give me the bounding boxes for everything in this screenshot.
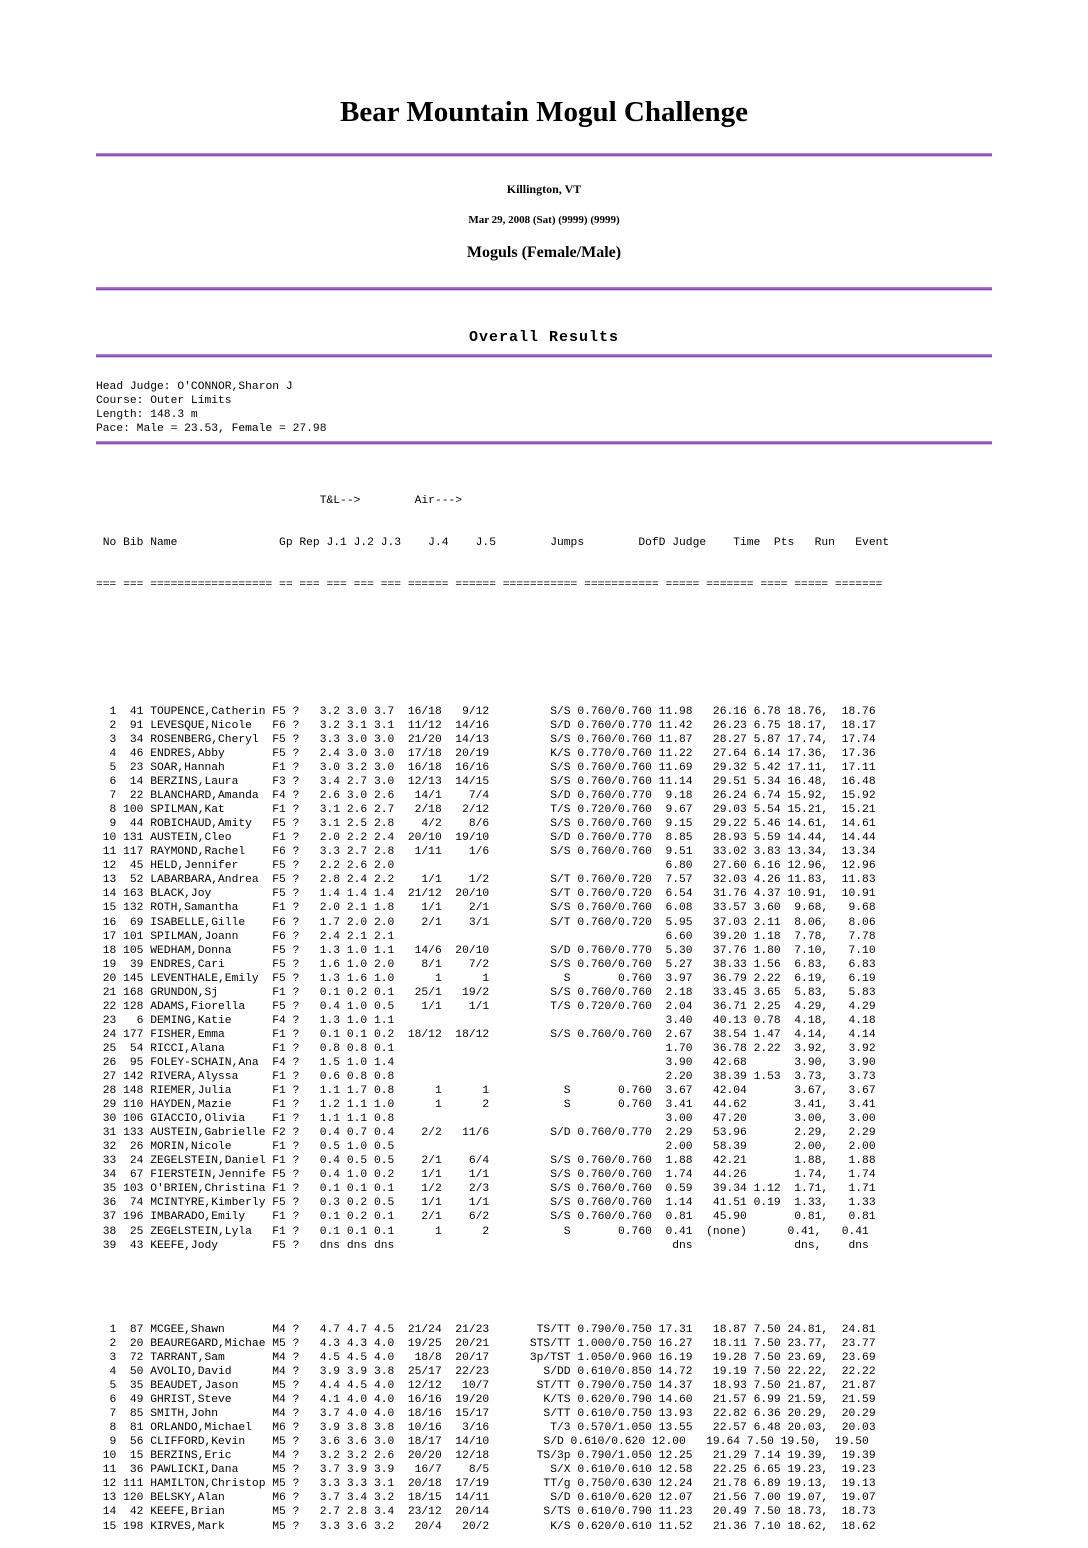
- table-row: 5 35 BEAUDET,Jason M5 ? 4.4 4.5 4.0 12/12 10/7 ST/TT 0.790/0.750 14.37 18.93 7.50 21.87, 21.87: [96, 1380, 876, 1393]
- female-results: [96, 705, 889, 1253]
- table-row: 12 45 HELD,Jennifer F5 ? 2.2 2.6 2.0 6.80 27.60 6.16 12.96, 12.96: [96, 860, 876, 873]
- table-row: 19 39 ENDRES,Cari F5 ? 1.6 1.0 2.0 8/1 7/2 S/S 0.760/0.760 5.27 38.33 1.56 6.83, 6.83: [96, 958, 876, 971]
- table-row: 5 23 SOAR,Hannah F1 ? 3.0 3.2 3.0 16/18 16/16 S/S 0.760/0.760 11.69 29.32 5.42 17.11, 17.11: [96, 761, 876, 774]
- table-row: 37 196 IMBARADO,Emily F1 ? 0.1 0.2 0.1 2/1 6/2 S/S 0.760/0.760 0.81 45.90 0.81, 0.81: [96, 1211, 876, 1224]
- divider: [96, 441, 992, 445]
- table-row: 39 43 KEEFE,Jody F5 ? dns dns dns dns dns, dns: [96, 1239, 869, 1252]
- table-row: 32 26 MORIN,Nicole F1 ? 0.5 1.0 0.5 2.00 58.39 2.00, 2.00: [96, 1141, 876, 1154]
- divider: [96, 354, 992, 358]
- table-row: 3 72 TARRANT,Sam M4 ? 4.5 4.5 4.0 18/8 20/17 3p/TST 1.050/0.960 16.19 19.28 7.50 23.69, 23.69: [96, 1351, 876, 1364]
- table-row: 18 105 WEDHAM,Donna F5 ? 1.3 1.0 1.1 14/6 20/10 S/D 0.760/0.770 5.30 37.76 1.80 7.10, 7.10: [96, 944, 876, 957]
- male-results: [96, 1323, 889, 1534]
- table-row: 38 25 ZEGELSTEIN,Lyla F1 ? 0.1 0.1 0.1 1 2 S 0.760 0.41 (none) 0.41, 0.41: [96, 1225, 869, 1238]
- table-row: 10 15 BERZINS,Eric M4 ? 3.2 3.2 2.6 20/20 12/18 TS/3p 0.790/1.050 12.25 21.29 7.14 19.39, 19.39: [96, 1450, 876, 1463]
- table-row: 20 145 LEVENTHALE,Emily F5 ? 1.3 1.6 1.0 1 1 S 0.760 3.97 36.79 2.22 6.19, 6.19: [96, 972, 876, 985]
- table-row: 17 101 SPILMAN,Joann F6 ? 2.4 2.1 2.1 6.60 39.20 1.18 7.78, 7.78: [96, 930, 876, 943]
- table-row: 29 110 HAYDEN,Mazie F1 ? 1.2 1.1 1.0 1 2 S 0.760 3.41 44.62 3.41, 3.41: [96, 1099, 876, 1112]
- table-row: 24 177 FISHER,Emma F1 ? 0.1 0.1 0.2 18/12 18/12 S/S 0.760/0.760 2.67 38.54 1.47 4.14, 4.14: [96, 1028, 876, 1041]
- length: Length: 148.3 m: [96, 409, 198, 421]
- table-row: 10 131 AUSTEIN,Cleo F1 ? 2.0 2.2 2.4 20/10 19/10 S/D 0.760/0.770 8.85 28.93 5.59 14.44, 14.44: [96, 832, 876, 845]
- table-row: 16 69 ISABELLE,Gille F6 ? 1.7 2.0 2.0 2/1 3/1 S/T 0.760/0.720 5.95 37.03 2.11 8.06, 8.06: [96, 916, 876, 929]
- header-rule: === === ================== == === === === === ====== ====== =========== =========== ===== ======= ==== ===== =======: [96, 579, 883, 592]
- page-title: Bear Mountain Mogul Challenge: [340, 96, 748, 128]
- table-row: 6 49 GHRIST,Steve M4 ? 4.1 4.0 4.0 16/16 19/20 K/TS 0.620/0.790 14.60 21.57 6.99 21.59, 21.59: [96, 1394, 876, 1407]
- results-table: [96, 466, 889, 1548]
- table-row: 27 142 RIVERA,Alyssa F1 ? 0.6 0.8 0.8 2.20 38.39 1.53 3.73, 3.73: [96, 1071, 876, 1084]
- table-row: 34 67 FIERSTEIN,Jennife F5 ? 0.4 1.0 0.2 1/1 1/1 S/S 0.760/0.760 1.74 44.26 1.74, 1.74: [96, 1169, 876, 1182]
- table-row: 14 42 KEEFE,Brian M5 ? 2.7 2.8 3.4 23/12 20/14 S/TS 0.610/0.790 11.23 20.49 7.50 18.73, 18.73: [96, 1506, 876, 1519]
- table-row: 7 85 SMITH,John M4 ? 3.7 4.0 4.0 18/16 15/17 S/TT 0.610/0.750 13.93 22.82 6.36 20.29, 20.29: [96, 1408, 876, 1421]
- table-row: 8 81 ORLANDO,Michael M6 ? 3.9 3.8 3.8 10/16 3/16 T/3 0.570/1.050 13.55 22.57 6.48 20.03, 20.03: [96, 1422, 876, 1435]
- table-row: 25 54 RICCI,Alana F1 ? 0.8 0.8 0.1 1.70 36.78 2.22 3.92, 3.92: [96, 1042, 876, 1055]
- header-line-1: T&L--> Air--->: [96, 495, 463, 508]
- table-row: 22 128 ADAMS,Fiorella F5 ? 0.4 1.0 0.5 1/1 1/1 T/S 0.720/0.760 2.04 36.71 2.25 4.29, 4.29: [96, 1000, 876, 1013]
- table-row: 28 148 RIEMER,Julia F1 ? 1.1 1.7 0.8 1 1 S 0.760 3.67 42.04 3.67, 3.67: [96, 1085, 876, 1098]
- event-name: Moguls (Female/Male): [466, 244, 622, 261]
- table-row: 11 117 RAYMOND,Rachel F6 ? 3.3 2.7 2.8 1/11 1/6 S/S 0.760/0.760 9.51 33.02 3.83 13.34, 13.34: [96, 846, 876, 859]
- table-row: 7 22 BLANCHARD,Amanda F4 ? 2.6 3.0 2.6 14/1 7/4 S/D 0.760/0.770 9.18 26.24 6.74 15.92, 15.92: [96, 790, 876, 803]
- table-row: 8 100 SPILMAN,Kat F1 ? 3.1 2.6 2.7 2/18 2/12 T/S 0.720/0.760 9.67 29.03 5.54 15.21, 15.21: [96, 804, 876, 817]
- pace: Pace: Male = 23.53, Female = 27.98: [96, 423, 327, 435]
- table-row: 30 106 GIACCIO,Olivia F1 ? 1.1 1.1 0.8 3.00 47.20 3.00, 3.00: [96, 1113, 876, 1126]
- date-line: Mar 29, 2008 (Sat) (9999) (9999): [468, 214, 620, 226]
- table-row: 13 52 LABARBARA,Andrea F5 ? 2.8 2.4 2.2 1/1 1/2 S/T 0.760/0.720 7.57 32.03 4.26 11.83, 11.83: [96, 874, 876, 887]
- table-row: 14 163 BLACK,Joy F5 ? 1.4 1.4 1.4 21/12 20/10 S/T 0.760/0.720 6.54 31.76 4.37 10.91, 10.91: [96, 888, 876, 901]
- table-row: 21 168 GRUNDON,Sj F1 ? 0.1 0.2 0.1 25/1 19/2 S/S 0.760/0.760 2.18 33.45 3.65 5.83, 5.83: [96, 986, 876, 999]
- table-row: 35 103 O'BRIEN,Christina F1 ? 0.1 0.1 0.1 1/2 2/3 S/S 0.760/0.760 0.59 39.34 1.12 1.71, 1.71: [96, 1183, 876, 1196]
- table-row: 36 74 MCINTYRE,Kimberly F5 ? 0.3 0.2 0.5 1/1 1/1 S/S 0.760/0.760 1.14 41.51 0.19 1.33, 1.33: [96, 1197, 876, 1210]
- table-row: 9 44 ROBICHAUD,Amity F5 ? 3.1 2.5 2.8 4/2 8/6 S/S 0.760/0.760 9.15 29.22 5.46 14.61, 14.61: [96, 818, 876, 831]
- table-row: 11 36 PAWLICKI,Dana M5 ? 3.7 3.9 3.9 16/7 8/5 S/X 0.610/0.610 12.58 22.25 6.65 19.23, 19.23: [96, 1464, 876, 1477]
- section-title: Overall Results: [468, 329, 620, 346]
- table-row: 23 6 DEMING,Katie F4 ? 1.3 1.0 1.1 3.40 40.13 0.78 4.18, 4.18: [96, 1014, 876, 1027]
- table-row: 1 41 TOUPENCE,Catherin F5 ? 3.2 3.0 3.7 16/18 9/12 S/S 0.760/0.760 11.98 26.16 6.78 18.76, 18.76: [96, 705, 876, 718]
- location: Killington, VT: [506, 182, 582, 196]
- table-row: 12 111 HAMILTON,Christop M5 ? 3.3 3.3 3.1 20/18 17/19 TT/g 0.750/0.630 12.24 21.78 6.89 19.13, 19.13: [96, 1478, 876, 1491]
- table-row: 15 198 KIRVES,Mark M5 ? 3.3 3.6 3.2 20/4 20/2 K/S 0.620/0.610 11.52 21.36 7.10 18.62, 18.62: [96, 1520, 876, 1533]
- header-line-2: No Bib Name Gp Rep J.1 J.2 J.3 J.4 J.5 Jumps DofD Judge Time Pts Run Event: [96, 537, 890, 550]
- table-row: 6 14 BERZINS,Laura F3 ? 3.4 2.7 3.0 12/13 14/15 S/S 0.760/0.760 11.14 29.51 5.34 16.48, 16.48: [96, 776, 876, 789]
- table-row: 13 120 BELSKY,Alan M6 ? 3.7 3.4 3.2 18/15 14/11 S/D 0.610/0.620 12.07 21.56 7.00 19.07, 19.07: [96, 1492, 876, 1505]
- table-row: 4 50 AVOLIO,David M4 ? 3.9 3.9 3.8 25/17 22/23 S/DD 0.610/0.850 14.72 19.19 7.50 22.22, 22.22: [96, 1366, 876, 1378]
- divider: [96, 153, 992, 157]
- table-row: 33 24 ZEGELSTEIN,Daniel F1 ? 0.4 0.5 0.5 2/1 6/4 S/S 0.760/0.760 1.88 42.21 1.88, 1.88: [96, 1155, 876, 1168]
- table-row: 9 56 CLIFFORD,Kevin M5 ? 3.6 3.6 3.0 18/17 14/10 S/D 0.610/0.620 12.00 19.64 7.50 19.50, 19.50: [96, 1436, 869, 1449]
- table-row: 4 46 ENDRES,Abby F5 ? 2.4 3.0 3.0 17/18 20/19 K/S 0.770/0.760 11.22 27.64 6.14 17.36, 17.36: [96, 747, 876, 760]
- table-row: 3 34 ROSENBERG,Cheryl F5 ? 3.3 3.0 3.0 21/20 14/13 S/S 0.760/0.760 11.87 28.27 5.87 17.74, 17.74: [96, 733, 876, 746]
- table-row: 1 87 MCGEE,Shawn M4 ? 4.7 4.7 4.5 21/24 21/23 TS/TT 0.790/0.750 17.31 18.87 7.50 24.81, 24.81: [96, 1323, 876, 1336]
- table-row: 15 132 ROTH,Samantha F1 ? 2.0 2.1 1.8 1/1 2/1 S/S 0.760/0.760 6.08 33.57 3.60 9.68, 9.68: [96, 902, 876, 915]
- table-row: 2 20 BEAUREGARD,Michae M5 ? 4.3 4.3 4.0 19/25 20/21 STS/TT 1.000/0.750 16.27 18.11 7.50 23.77, 23.77: [96, 1337, 876, 1350]
- table-row: 2 91 LEVESQUE,Nicole F6 ? 3.2 3.1 3.1 11/12 14/16 S/D 0.760/0.770 11.42 26.23 6.75 18.17, 18.17: [96, 719, 876, 732]
- table-row: 31 133 AUSTEIN,Gabrielle F2 ? 0.4 0.7 0.4 2/2 11/6 S/D 0.760/0.770 2.29 53.96 2.29, 2.29: [96, 1127, 876, 1140]
- table-row: 26 95 FOLEY-SCHAIN,Ana F4 ? 1.5 1.0 1.4 3.90 42.68 3.90, 3.90: [96, 1056, 876, 1069]
- course: Course: Outer Limits: [96, 395, 232, 407]
- head-judge: Head Judge: O'CONNOR,Sharon J: [96, 381, 293, 393]
- divider: [96, 287, 992, 291]
- meta-block: [96, 380, 327, 436]
